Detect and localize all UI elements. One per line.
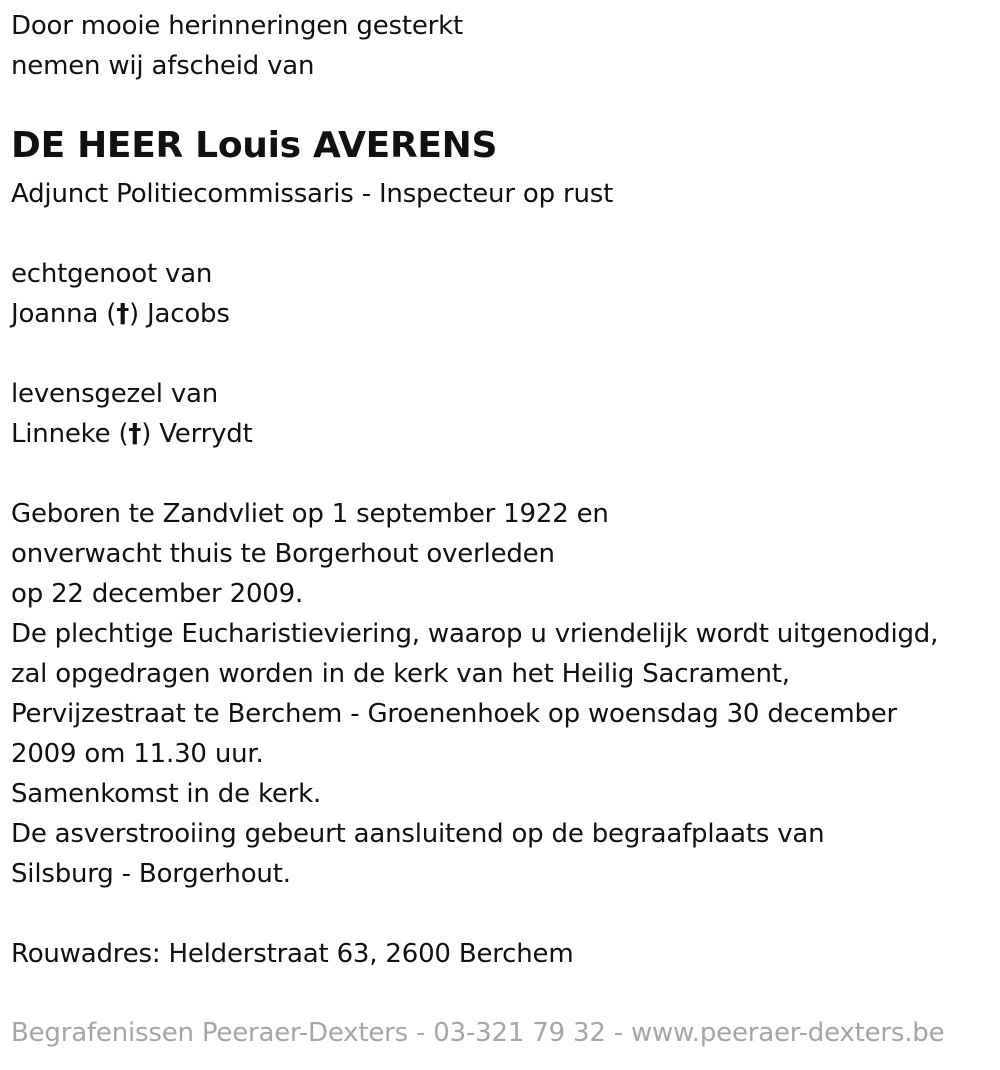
details-line: 2009 om 11.30 uur. <box>11 739 264 769</box>
details-line: De plechtige Eucharistieviering, waarop u vriendelijk wordt uitgenodigd, <box>11 619 939 649</box>
funeral-home-footer: Begrafenissen Peeraer-Dexters - 03-321 79 32 - www.peeraer-dexters.be <box>11 1018 945 1048</box>
intro-block <box>11 6 463 86</box>
spouse-name <box>11 294 230 334</box>
intro-line-2: nemen wij afscheid van <box>11 51 315 81</box>
partner-label: levensgezel van <box>11 379 219 409</box>
spouse-first-name: Joanna ( <box>11 299 117 329</box>
details-line: Geboren te Zandvliet op 1 september 1922 en <box>11 499 609 529</box>
partner-last-name: ) Verrydt <box>141 419 253 449</box>
details-line: De asverstrooiing gebeurt aansluitend op de begraafplaats van <box>11 819 825 849</box>
deceased-title: Adjunct Politiecommissaris - Inspecteur op rust <box>11 179 614 209</box>
spouse-last-name: ) Jacobs <box>129 299 230 329</box>
cross-icon: † <box>116 299 130 329</box>
partner-block <box>11 374 253 454</box>
details-line: Pervijzestraat te Berchem - Groenenhoek op woensdag 30 december <box>11 699 898 729</box>
deceased-name: DE HEER Louis AVERENS <box>11 125 498 166</box>
spouse-block <box>11 254 230 334</box>
cross-icon: † <box>128 419 142 449</box>
details-block <box>11 494 938 894</box>
details-line: zal opgedragen worden in de kerk van het Heilig Sacrament, <box>11 659 790 689</box>
details-line: Silsburg - Borgerhout. <box>11 859 291 889</box>
partner-name <box>11 414 253 454</box>
partner-first-name: Linneke ( <box>11 419 129 449</box>
spouse-label: echtgenoot van <box>11 259 213 289</box>
details-line: op 22 december 2009. <box>11 579 304 609</box>
details-line: Samenkomst in de kerk. <box>11 779 322 809</box>
intro-line-1: Door mooie herinneringen gesterkt <box>11 11 463 41</box>
details-line: onverwacht thuis te Borgerhout overleden <box>11 539 555 569</box>
mourning-address: Rouwadres: Helderstraat 63, 2600 Berchem <box>11 939 574 969</box>
